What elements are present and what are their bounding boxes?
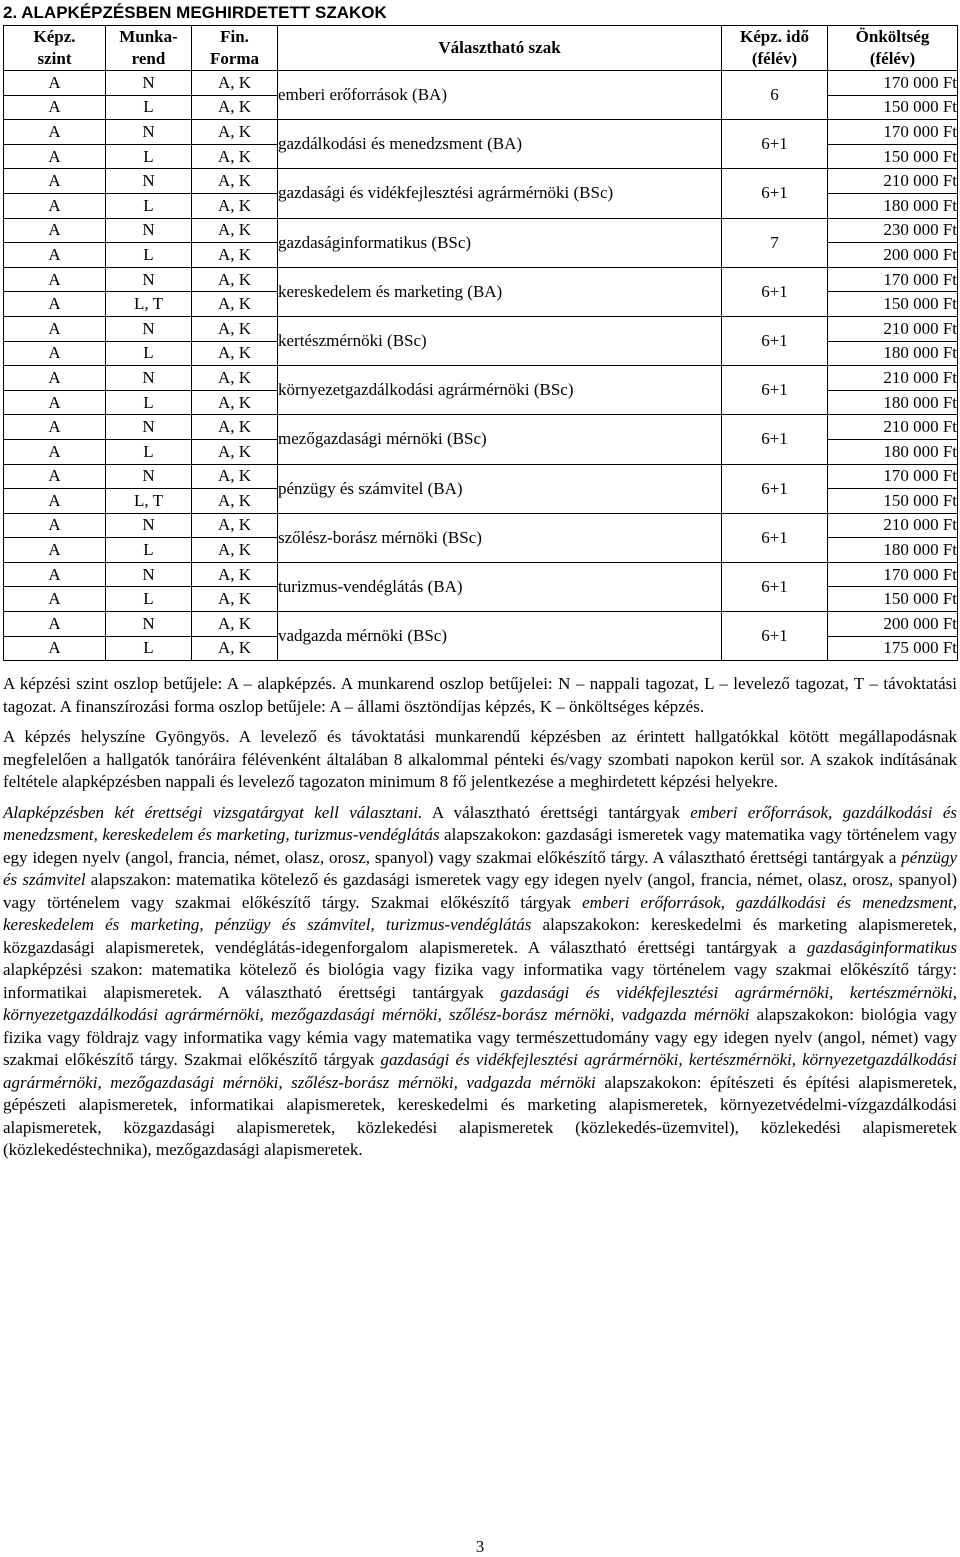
table-row — [4, 366, 958, 391]
cell-szint: A — [4, 489, 106, 514]
cell-program-name: gazdasági és vidékfejlesztési agrármérnöki (BSc) — [278, 169, 722, 218]
cell-munkarend: N — [106, 71, 192, 96]
cell-szint: A — [4, 538, 106, 563]
cell-forma: A, K — [192, 538, 278, 563]
cell-munkarend: N — [106, 169, 192, 194]
table-header-row — [4, 26, 958, 71]
cell-forma: A, K — [192, 71, 278, 96]
cell-program-name: pénzügy és számvitel (BA) — [278, 464, 722, 513]
cell-forma: A, K — [192, 415, 278, 440]
header-munkarend: Munka- rend — [106, 26, 192, 71]
legend-paragraph: A képzési szint oszlop betűjele: A – alapképzés. A munkarend oszlop betűjelei: N – nappali tagozat, L – levelező tagozat, T – távoktatási tagozat. A finanszírozási forma oszlop betűjele: A – állami ösztöndíjas képzés, K – önköltséges képzés. — [3, 674, 957, 716]
cell-munkarend: L — [106, 390, 192, 415]
cell-munkarend: N — [106, 218, 192, 243]
cell-szint: A — [4, 464, 106, 489]
cell-munkarend: N — [106, 464, 192, 489]
cell-fee: 150 000 Ft — [828, 292, 958, 317]
cell-duration: 6+1 — [722, 120, 828, 169]
cell-munkarend: L — [106, 587, 192, 612]
cell-forma: A, K — [192, 243, 278, 268]
cell-program-name: környezetgazdálkodási agrármérnöki (BSc) — [278, 366, 722, 415]
cell-duration: 7 — [722, 218, 828, 267]
cell-forma: A, K — [192, 292, 278, 317]
table-row — [4, 71, 958, 96]
cell-munkarend: N — [106, 316, 192, 341]
text-run: alapszakokon: biológia vagy fizika vagy földrajz vagy informatika vagy kémia vagy matematika vagy természettudomány vagy egy idegen nyelv (angol, német) vagy szakmai előkészítő tárgy. Szakmai előkészítő tárgyak — [3, 1005, 957, 1069]
cell-munkarend: L — [106, 341, 192, 366]
cell-fee: 180 000 Ft — [828, 341, 958, 366]
cell-szint: A — [4, 95, 106, 120]
cell-fee: 175 000 Ft — [828, 636, 958, 661]
cell-duration: 6 — [722, 71, 828, 120]
cell-fee: 170 000 Ft — [828, 267, 958, 292]
cell-munkarend: L — [106, 144, 192, 169]
cell-szint: A — [4, 366, 106, 391]
cell-fee: 180 000 Ft — [828, 390, 958, 415]
italic-run: gazdaságinformatikus — [806, 937, 957, 957]
cell-szint: A — [4, 267, 106, 292]
cell-szint: A — [4, 316, 106, 341]
cell-program-name: emberi erőforrások (BA) — [278, 71, 722, 120]
cell-munkarend: N — [106, 267, 192, 292]
cell-fee: 210 000 Ft — [828, 316, 958, 341]
text-run: alapszakon: matematika kötelező és gazdasági ismeretek vagy egy idegen nyelv (angol, francia, német, olasz, orosz, spanyol) vagy történelem vagy szakmai előkészítő tárgy. Szakmai előkészítő tárgyak — [3, 870, 957, 912]
cell-fee: 210 000 Ft — [828, 169, 958, 194]
cell-munkarend: L — [106, 439, 192, 464]
cell-fee: 180 000 Ft — [828, 193, 958, 218]
cell-szint: A — [4, 439, 106, 464]
cell-program-name: szőlész-borász mérnöki (BSc) — [278, 513, 722, 562]
table-row — [4, 218, 958, 243]
table-row — [4, 464, 958, 489]
italic-run: gazdasági és vidékfejlesztési agrármérnöki, kertészmérnöki, környezetgazdálkodási agrármérnöki, mezőgazdasági mérnöki, szőlész-borász mérnöki, vadgazda mérnöki — [3, 1050, 957, 1092]
cell-forma: A, K — [192, 390, 278, 415]
cell-munkarend: L — [106, 193, 192, 218]
cell-program-name: gazdálkodási és menedzsment (BA) — [278, 120, 722, 169]
table-row — [4, 169, 958, 194]
cell-munkarend: N — [106, 513, 192, 538]
cell-duration: 6+1 — [722, 562, 828, 611]
cell-forma: A, K — [192, 464, 278, 489]
table-row — [4, 120, 958, 145]
cell-forma: A, K — [192, 95, 278, 120]
cell-fee: 210 000 Ft — [828, 366, 958, 391]
cell-szint: A — [4, 562, 106, 587]
cell-szint: A — [4, 218, 106, 243]
location-paragraph: A képzés helyszíne Gyöngyös. A levelező és távoktatási munkarendű képzésben az érintett hallgatókkal kötött megállapodásnak megfelelően a hallgatók tanóráira félévenként általában 8 alkalommal pénteki és/vagy szombati napokon kerül sor. A szakok indításának feltétele alapképzésben nappali és levelező tagozaton minimum 8 fő jelentkezése a meghirdetett képzési helyekre. — [3, 727, 957, 791]
cell-szint: A — [4, 120, 106, 145]
text-run: alapszakokon: gazdasági ismeretek vagy matematika vagy történelem vagy egy idegen nyelv (angol, francia, német, olasz, orosz, spanyol) vagy szakmai előkészítő tárgy. A választható érettségi tantárgyak a — [3, 825, 957, 867]
cell-forma: A, K — [192, 267, 278, 292]
cell-fee: 150 000 Ft — [828, 489, 958, 514]
cell-forma: A, K — [192, 144, 278, 169]
cell-munkarend: L — [106, 243, 192, 268]
cell-program-name: mezőgazdasági mérnöki (BSc) — [278, 415, 722, 464]
cell-forma: A, K — [192, 120, 278, 145]
header-onkoltseg: Önköltség (félév) — [828, 26, 958, 71]
italic-run: emberi erőforrások, gazdálkodási és menedzsment, kereskedelem és marketing, pénzügy és számvitel, turizmus-vendéglátás — [3, 892, 958, 934]
cell-szint: A — [4, 193, 106, 218]
cell-forma: A, K — [192, 636, 278, 661]
cell-forma: A, K — [192, 169, 278, 194]
cell-szint: A — [4, 513, 106, 538]
cell-szint: A — [4, 612, 106, 637]
cell-fee: 170 000 Ft — [828, 562, 958, 587]
cell-forma: A, K — [192, 489, 278, 514]
cell-program-name: gazdaságinformatikus (BSc) — [278, 218, 722, 267]
subjects-paragraph — [3, 802, 957, 1162]
cell-forma: A, K — [192, 439, 278, 464]
cell-forma: A, K — [192, 341, 278, 366]
cell-fee: 180 000 Ft — [828, 538, 958, 563]
cell-duration: 6+1 — [722, 366, 828, 415]
cell-szint: A — [4, 71, 106, 96]
cell-duration: 6+1 — [722, 464, 828, 513]
cell-fee: 200 000 Ft — [828, 612, 958, 637]
italic-run: gazdasági és vidékfejlesztési agrármérnöki, kertészmérnöki, környezetgazdálkodási agrármérnöki, mezőgazdasági mérnöki, szőlész-borász mérnöki, vadgazda mérnöki — [3, 982, 957, 1024]
cell-forma: A, K — [192, 316, 278, 341]
cell-munkarend: L, T — [106, 292, 192, 317]
table-row — [4, 612, 958, 637]
table-row — [4, 513, 958, 538]
cell-szint: A — [4, 144, 106, 169]
cell-duration: 6+1 — [722, 267, 828, 316]
cell-munkarend: N — [106, 120, 192, 145]
cell-munkarend: L — [106, 95, 192, 120]
cell-szint: A — [4, 636, 106, 661]
cell-szint: A — [4, 292, 106, 317]
cell-fee: 170 000 Ft — [828, 71, 958, 96]
cell-szint: A — [4, 390, 106, 415]
italic-run: emberi erőforrások, gazdálkodási és menedzsment, kereskedelem és marketing, turizmus-vendéglátás — [3, 802, 957, 844]
cell-duration: 6+1 — [722, 415, 828, 464]
header-forma: Fin. Forma — [192, 26, 278, 71]
cell-forma: A, K — [192, 366, 278, 391]
cell-szint: A — [4, 415, 106, 440]
text-run: A választható érettségi tantárgyak — [422, 802, 691, 822]
cell-szint: A — [4, 341, 106, 366]
cell-fee: 200 000 Ft — [828, 243, 958, 268]
cell-fee: 150 000 Ft — [828, 95, 958, 120]
table-row — [4, 316, 958, 341]
cell-duration: 6+1 — [722, 316, 828, 365]
table-row — [4, 267, 958, 292]
cell-fee: 150 000 Ft — [828, 144, 958, 169]
italic-run: Alapképzésben két érettségi vizsgatárgyat kell választani. — [3, 802, 423, 822]
header-szak: Választható szak — [278, 26, 722, 71]
cell-forma: A, K — [192, 587, 278, 612]
cell-forma: A, K — [192, 612, 278, 637]
header-szint: Képz. szint — [4, 26, 106, 71]
cell-munkarend: L — [106, 538, 192, 563]
cell-szint: A — [4, 169, 106, 194]
cell-fee: 180 000 Ft — [828, 439, 958, 464]
cell-duration: 6+1 — [722, 513, 828, 562]
cell-forma: A, K — [192, 562, 278, 587]
cell-szint: A — [4, 587, 106, 612]
programs-table — [3, 25, 958, 661]
cell-fee: 170 000 Ft — [828, 464, 958, 489]
cell-munkarend: N — [106, 415, 192, 440]
cell-forma: A, K — [192, 218, 278, 243]
cell-fee: 150 000 Ft — [828, 587, 958, 612]
cell-forma: A, K — [192, 193, 278, 218]
cell-munkarend: N — [106, 366, 192, 391]
cell-szint: A — [4, 243, 106, 268]
cell-program-name: turizmus-vendéglátás (BA) — [278, 562, 722, 611]
cell-fee: 230 000 Ft — [828, 218, 958, 243]
cell-duration: 6+1 — [722, 169, 828, 218]
cell-fee: 210 000 Ft — [828, 513, 958, 538]
body-text — [3, 673, 957, 1170]
section-heading: 2. ALAPKÉPZÉSBEN MEGHIRDETETT SZAKOK — [3, 3, 387, 22]
cell-fee: 170 000 Ft — [828, 120, 958, 145]
cell-munkarend: L, T — [106, 489, 192, 514]
table-body — [4, 71, 958, 661]
text-run: alapszakokon: építészeti és építési alapismeretek, gépészeti alapismeretek, informatikai alapismeretek, kereskedelmi és marketing alapismeretek, környezetvédelmi-vízgazdálkodási alapismeretek, közgazdasági alapismeretek, közlekedési alapismeretek (közlekedés-üzemvitel), közlekedési alapismeretek (közlekedéstechnika), mezőgazdasági alapismeretek. — [3, 1072, 957, 1159]
table-row — [4, 415, 958, 440]
cell-forma: A, K — [192, 513, 278, 538]
page-number: 3 — [475, 1537, 485, 1556]
cell-munkarend: N — [106, 612, 192, 637]
cell-program-name: vadgazda mérnöki (BSc) — [278, 612, 722, 661]
italic-run: pénzügy és számvitel — [3, 847, 957, 889]
header-ido: Képz. idő (félév) — [722, 26, 828, 71]
cell-munkarend: N — [106, 562, 192, 587]
text-run: alapképzési szakon: matematika kötelező és biológia vagy fizika vagy informatika vagy történelem vagy szakmai előkészítő tárgy: informatikai alapismeretek. A választható érettségi tantárgyak — [3, 960, 957, 1002]
cell-fee: 210 000 Ft — [828, 415, 958, 440]
cell-munkarend: L — [106, 636, 192, 661]
cell-program-name: kereskedelem és marketing (BA) — [278, 267, 722, 316]
table-row — [4, 562, 958, 587]
cell-program-name: kertészmérnöki (BSc) — [278, 316, 722, 365]
cell-duration: 6+1 — [722, 612, 828, 661]
text-run: alapszakokon: kereskedelmi és marketing alapismeretek, közgazdasági alapismeretek, vendéglátás-idegenforgalom alapismeretek. A választható érettségi tantárgyak a — [3, 915, 957, 957]
